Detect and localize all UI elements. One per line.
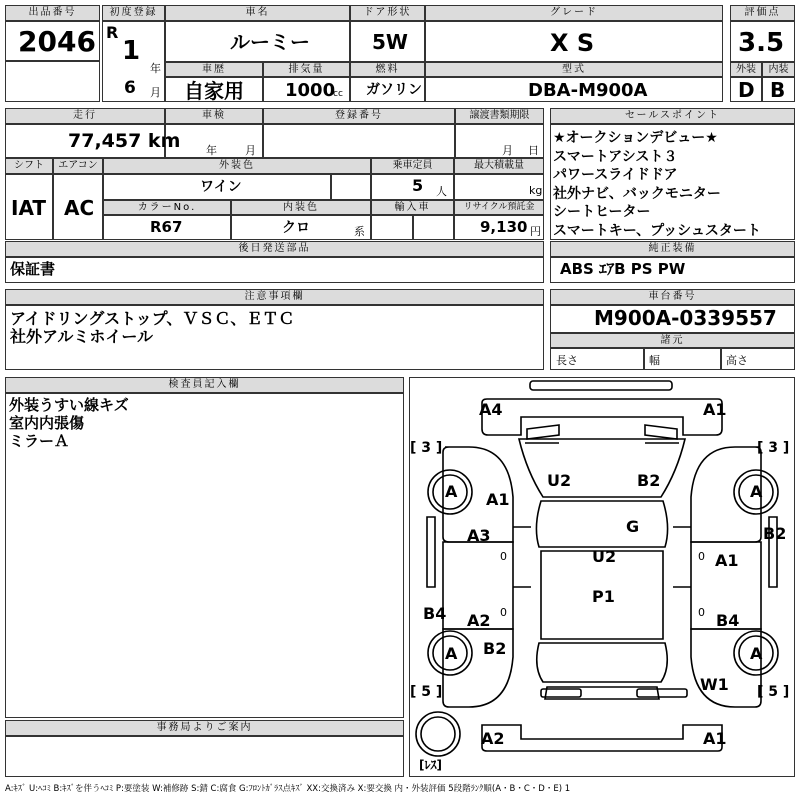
mark-a1-front-right: A1 bbox=[703, 400, 727, 419]
sales-item: スマートアシスト３ bbox=[553, 148, 678, 165]
yen-unit: 円 bbox=[530, 225, 541, 238]
width-label: 幅 bbox=[649, 354, 660, 367]
score-label: 評価点 bbox=[730, 5, 795, 21]
mark-a-wheel-fl: A bbox=[445, 482, 458, 501]
sales-item: ★オークションデビュー★ bbox=[553, 130, 718, 146]
capacity-label: 乗車定員 bbox=[371, 158, 454, 174]
color: ワイン bbox=[200, 179, 242, 195]
mileage: 77,457 km bbox=[68, 130, 181, 152]
zero-right-1: 0 bbox=[698, 550, 705, 563]
mark-b2-right-side: B2 bbox=[763, 524, 787, 543]
zero-right-2: 0 bbox=[698, 606, 705, 619]
sales-item: スマートキー、プッシュスタート bbox=[553, 222, 761, 239]
ext-grade: D bbox=[738, 78, 755, 102]
first-reg-label: 初度登録 bbox=[102, 5, 165, 21]
history: 自家用 bbox=[184, 79, 244, 103]
fuel: ガソリン bbox=[366, 82, 422, 98]
caution-line: 社外アルミホイール bbox=[10, 327, 154, 346]
score: 3.5 bbox=[738, 28, 785, 58]
mark-b2-left-quarter: B2 bbox=[483, 639, 507, 658]
height-label: 高さ bbox=[726, 354, 748, 367]
color-no: R67 bbox=[150, 218, 183, 236]
chassis-label: 車台番号 bbox=[550, 289, 795, 305]
shift-label: シフト bbox=[5, 158, 53, 174]
int-color: クロ bbox=[282, 220, 310, 236]
mark-b4-right-rear-door: B4 bbox=[716, 611, 740, 630]
mark-a2-left-rear-door: A2 bbox=[467, 611, 491, 630]
car-name: ルーミー bbox=[230, 30, 310, 54]
equipment-label: 純正装備 bbox=[550, 241, 795, 257]
tire-fr-tread: [ 3 ] bbox=[757, 440, 790, 456]
deadline-label: 譲渡書類期限 bbox=[455, 108, 544, 124]
deadline-day: 日 bbox=[528, 144, 539, 157]
ext-label: 外装 bbox=[730, 62, 762, 77]
load-label: 最大積載量 bbox=[454, 158, 544, 174]
mark-a3-left-door: A3 bbox=[467, 526, 491, 545]
reg-month: 6 bbox=[124, 78, 136, 98]
inspection-label: 車検 bbox=[165, 108, 263, 124]
mileage-label: 走行 bbox=[5, 108, 165, 124]
spare-tire-label: [ﾚｽ] bbox=[419, 758, 442, 772]
mark-w1-right-quarter: W1 bbox=[700, 675, 729, 694]
mark-u2-hood: U2 bbox=[547, 471, 572, 490]
person-unit: 人 bbox=[436, 185, 447, 198]
kg-unit: kg bbox=[529, 184, 543, 197]
insp-year: 年 bbox=[206, 144, 217, 157]
kei-unit: 系 bbox=[354, 225, 365, 238]
era: R bbox=[106, 23, 119, 42]
later-parts: 保証書 bbox=[10, 260, 56, 278]
lot-number: 2046 bbox=[18, 25, 96, 58]
inspector-label: 検査員記入欄 bbox=[5, 377, 404, 393]
deadline-month: 月 bbox=[502, 144, 513, 157]
mark-b4-left-rocker: B4 bbox=[423, 604, 447, 623]
recycle-fee: 9,130 bbox=[480, 218, 528, 236]
mark-a2-rear-bumper: A2 bbox=[481, 729, 505, 748]
caution-notes bbox=[10, 310, 294, 346]
capacity: 5 bbox=[412, 176, 424, 195]
car-outline bbox=[409, 377, 795, 777]
color-no-label: カラーNo. bbox=[103, 200, 231, 215]
inspector-line: 室内内張傷 bbox=[9, 414, 85, 432]
chassis-number: M900A-0339557 bbox=[594, 306, 777, 330]
mark-a1-right-door: A1 bbox=[715, 551, 739, 570]
caution-label: 注意事項欄 bbox=[5, 289, 544, 305]
recycle-label: リサイクル預託金 bbox=[454, 200, 544, 215]
model: DBA-M900A bbox=[528, 80, 648, 101]
zero-left-2: 0 bbox=[500, 606, 507, 619]
displacement: 1000 bbox=[285, 80, 336, 101]
int-label: 内装 bbox=[762, 62, 795, 77]
door-label: ドア形状 bbox=[350, 5, 425, 21]
mark-a4-front-left: A4 bbox=[479, 400, 503, 419]
mark-a-wheel-rl: A bbox=[445, 644, 458, 663]
mark-g-windshield: G bbox=[626, 517, 640, 536]
inspector-notes bbox=[9, 396, 129, 450]
mark-a-wheel-rr: A bbox=[750, 644, 763, 663]
mark-a1-rear-bumper: A1 bbox=[703, 729, 727, 748]
later-parts-label: 後日発送部品 bbox=[5, 241, 544, 257]
door-type: 5W bbox=[372, 30, 408, 54]
inspector-line: 外装うすい線キズ bbox=[9, 396, 129, 414]
legend: A:ｷｽﾞ U:ﾍｺﾐ B:ｷｽﾞを伴うﾍｺﾐ P:要塗装 W:補修跡 S:錆 C:腐食 G:ﾌﾛﾝﾄｶﾞﾗｽ点ｷｽﾞ XX:交換済み X:要交換 内・外装評価 5段階ﾗﾝｸ順(A・B・C・D・E) 1 bbox=[5, 784, 571, 794]
sales-item: シートヒーター bbox=[553, 204, 651, 220]
mark-b2-hood: B2 bbox=[637, 471, 661, 490]
tire-rl-tread: [ 5 ] bbox=[410, 684, 443, 700]
grade: X S bbox=[550, 29, 595, 57]
mark-p1-roof: P1 bbox=[592, 587, 615, 606]
mark-u2-roof: U2 bbox=[592, 547, 617, 566]
sales-item: パワースライドドア bbox=[553, 167, 678, 183]
int-color-label: 内装色 bbox=[231, 200, 371, 215]
spec-label: 諸元 bbox=[550, 333, 795, 348]
lot-label: 出品番号 bbox=[5, 5, 100, 21]
sales-label: セールスポイント bbox=[550, 108, 795, 124]
reg-number-label: 登録番号 bbox=[263, 108, 455, 124]
car-name-label: 車名 bbox=[165, 5, 350, 21]
shift: IAT bbox=[11, 196, 47, 220]
tire-fl-tread: [ 3 ] bbox=[410, 440, 443, 456]
caution-line: アイドリングストップ、ＶＳＣ、ＥＴＣ bbox=[10, 309, 295, 328]
import-label: 輸入車 bbox=[371, 200, 454, 215]
model-label: 型式 bbox=[425, 62, 723, 77]
zero-left-1: 0 bbox=[500, 550, 507, 563]
month-unit: 月 bbox=[150, 86, 161, 99]
year-unit: 年 bbox=[150, 62, 161, 75]
grade-label: グレード bbox=[425, 5, 723, 21]
cc-unit: cc bbox=[333, 89, 343, 99]
history-label: 車歴 bbox=[165, 62, 263, 77]
insp-month: 月 bbox=[245, 144, 256, 157]
tire-rr-tread: [ 5 ] bbox=[757, 684, 790, 700]
equipment: ABS ｴｱB PS PW bbox=[560, 260, 686, 278]
color-label: 外装色 bbox=[103, 158, 371, 174]
displacement-label: 排気量 bbox=[263, 62, 350, 77]
int-grade: B bbox=[770, 78, 786, 102]
inspector-line: ミラーＡ bbox=[9, 432, 70, 450]
sales-points bbox=[553, 129, 793, 240]
reg-year: 1 bbox=[122, 36, 141, 66]
mark-a1-fender: A1 bbox=[486, 490, 510, 509]
mark-a-wheel-fr: A bbox=[750, 482, 763, 501]
office-label: 事務局よりご案内 bbox=[5, 720, 404, 736]
length-label: 長さ bbox=[556, 354, 578, 367]
fuel-label: 燃料 bbox=[350, 62, 425, 77]
ac: AC bbox=[64, 196, 95, 220]
ac-label: エアコン bbox=[53, 158, 103, 174]
sales-item: 社外ナビ、バックモニター bbox=[553, 185, 721, 202]
